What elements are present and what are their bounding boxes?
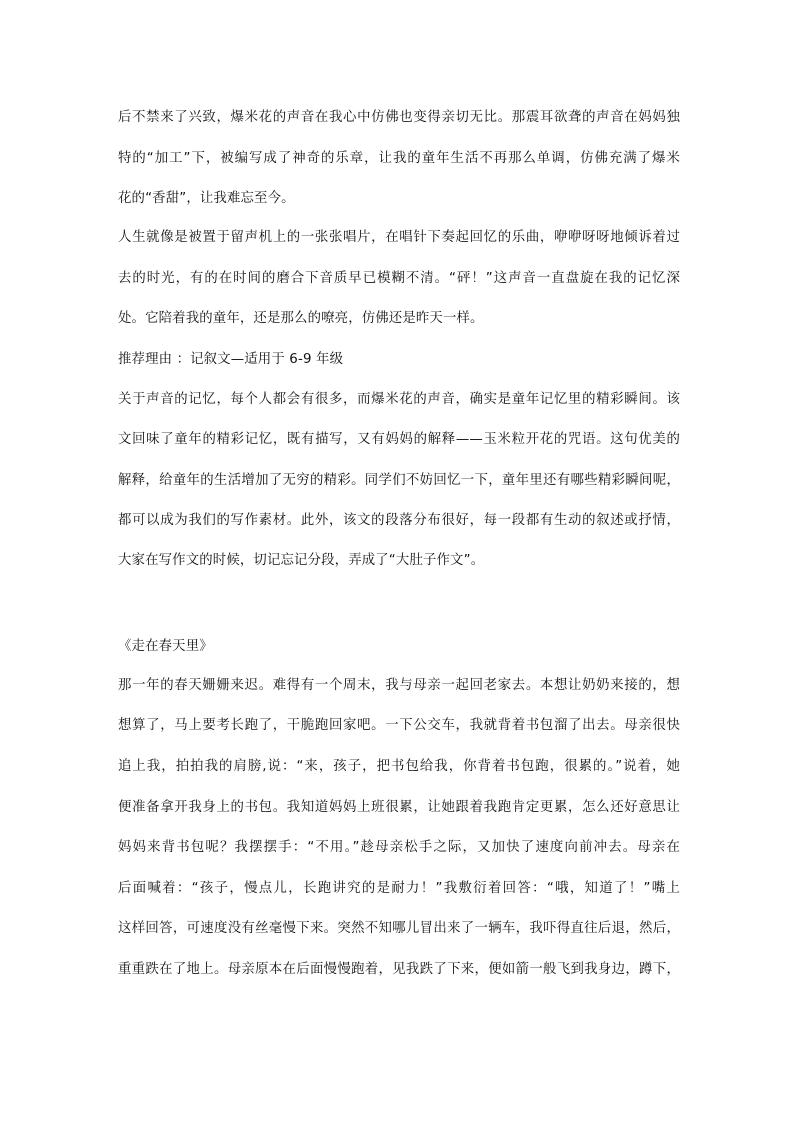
text-line: 解释，给童年的生活增加了无穷的精彩。同学们不妨回忆一下，童年里还有哪些精彩瞬间呢， [118,473,680,488]
recommendation-heading: 推荐理由 ：记叙文—适用于 6-9 年级 [118,352,344,367]
text-line: 后面喊着：“孩子，慢点儿，长跑讲究的是耐力！”我敷衍着回答：“哦，知道了！”嘴上 [118,881,680,896]
text-line: 文回味了童年的精彩记忆，既有描写，又有妈妈的解释——玉米粒开花的咒语。这句优美的 [118,432,680,447]
text-line: 那一年的春天姗姗来迟。难得有一个周末，我与母亲一起回老家去。本想让奶奶来接的，想 [118,678,680,693]
text-line: 妈妈来背书包呢？我摆摆手：“不用。”趁母亲松手之际，又加快了速度向前冲去。母亲在 [118,840,680,855]
text-line: 便准备拿开我身上的书包。我知道妈妈上班很累，让她跟着我跑肯定更累，怎么还好意思让 [118,800,680,815]
text-line: 特的“加工”下，被编写成了神奇的乐章，让我的童年生活不再那么单调，仿佛充满了爆米 [118,151,680,166]
text-line: 花的“香甜”，让我难忘至今。 [118,191,295,206]
text-line: 大家在写作文的时候，切记忘记分段，弄成了“大肚子作文”。 [118,553,485,568]
text-line: 处。它陪着我的童年，还是那么的嘹亮，仿佛还是昨天一样。 [118,311,484,326]
text-line: 都可以成为我们的写作素材。此外，该文的段落分布很好，每一段都有生动的叙述或抒情， [118,513,680,528]
text-line: 后不禁来了兴致，爆米花的声音在我心中仿佛也变得亲切无比。那震耳欲聋的声音在妈妈独 [118,110,680,125]
text-line: 关于声音的记忆，每个人都会有很多，而爆米花的声音，确实是童年记忆里的精彩瞬间。该 [118,392,680,407]
text-line: 追上我，拍拍我的肩膀,说：“来，孩子，把书包给我，你背着书包跑，很累的。”说着，她 [118,759,680,774]
text-line: 想算了，马上要考长跑了，干脆跑回家吧。一下公交车，我就背着书包溜了出去。母亲很快 [118,718,680,733]
text-line: 人生就像是被置于留声机上的一张张唱片，在唱针下奏起回忆的乐曲，咿咿呀呀地倾诉着过 [118,230,680,245]
text-line: 这样回答，可速度没有丝毫慢下来。突然不知哪儿冒出来了一辆车，我吓得直往后退，然后， [118,921,680,936]
text-line: 去的时光，有的在时间的磨合下音质早已模糊不清。“砰！”这声音一直盘旋在我的记忆深 [118,271,680,286]
text-line: 重重跌在了地上。母亲原本在后面慢慢跑着，见我跌了下来，便如箭一般飞到我身边，蹲下， [118,962,680,977]
essay-title: 《走在春天里》 [118,639,213,654]
